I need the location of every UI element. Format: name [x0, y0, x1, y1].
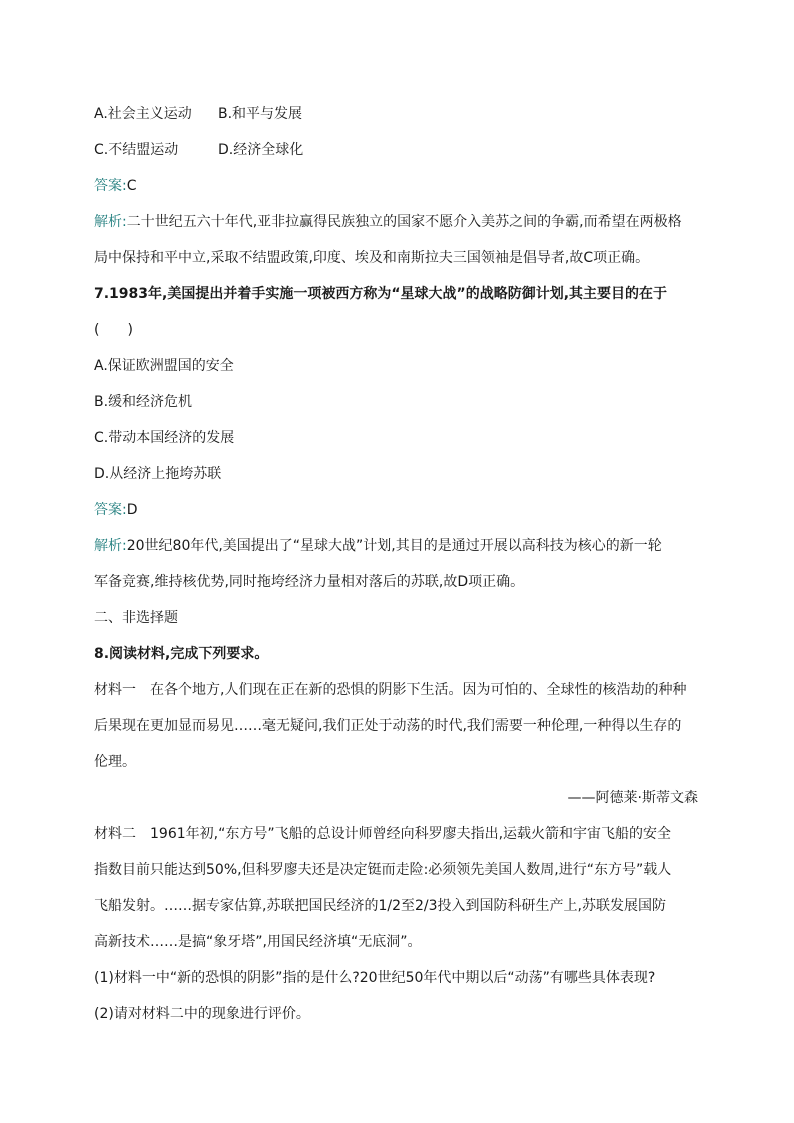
q7-stem-line1: 7.1983年,美国提出并着手实施一项被西方称为“星球大战”的战略防御计划,其主要目的在于 [94, 286, 668, 302]
answer-value: C [126, 178, 137, 194]
q8-subquestion-2: (2)请对材料二中的现象进行评价。 [94, 1006, 310, 1022]
q8-material1-line2: 后果现在更加显而易见……毫无疑问,我们正处于动荡的时代,我们需要一种伦理,一种得以生存的 [94, 718, 682, 734]
q6-answer [94, 176, 137, 196]
q6-option-c: C.不结盟运动 [94, 142, 179, 158]
q8-material2-line3: 飞船发射。……据专家估算,苏联把国民经济的1/2至2/3投入到国防科研生产上,苏联发展国防 [94, 898, 666, 914]
q6-option-a: A.社会主义运动 [94, 106, 192, 122]
analysis-label: 解析: [94, 538, 127, 554]
analysis-text: 二十世纪五六十年代,亚非拉赢得民族独立的国家不愿介入美苏之间的争霸,而希望在两极格 [126, 214, 682, 230]
q8-material1-source: ——阿德莱·斯蒂文森 [567, 790, 698, 806]
answer-value: D [126, 502, 138, 518]
q7-option-d: D.从经济上拖垮苏联 [94, 466, 222, 482]
q7-answer [94, 500, 138, 520]
section-title: 二、非选择题 [94, 610, 178, 626]
q8-subquestion-1: (1)材料一中“新的恐惧的阴影”指的是什么?20世纪50年代中期以后“动荡”有哪些具体表现? [94, 970, 656, 986]
q6-analysis-line2: 局中保持和平中立,采取不结盟政策,印度、埃及和南斯拉夫三国领袖是倡导者,故C项正确。 [94, 250, 650, 266]
q8-stem: 8.阅读材料,完成下列要求。 [94, 646, 269, 662]
q8-material1-line3: 伦理。 [94, 754, 136, 770]
q8-material2-line4: 高新技术……是搞“象牙塔”,用国民经济填“无底洞”。 [94, 934, 422, 950]
q6-option-b: B.和平与发展 [218, 106, 303, 122]
answer-label: 答案: [94, 178, 127, 194]
q6-options-row1 [94, 104, 303, 124]
q6-analysis-line1 [94, 212, 682, 232]
q7-analysis-line2: 军备竞赛,维持核优势,同时拖垮经济力量相对落后的苏联,故D项正确。 [94, 574, 525, 590]
q6-option-d: D.经济全球化 [218, 142, 304, 158]
analysis-label: 解析: [94, 214, 127, 230]
q7-option-c: C.带动本国经济的发展 [94, 430, 235, 446]
answer-label: 答案: [94, 502, 127, 518]
q8-material2-line2: 指数目前只能达到50%,但科罗廖夫还是决定铤而走险:必须领先美国人数周,进行“东方号”载人 [94, 862, 672, 878]
q8-material1-line1: 材料一 在各个地方,人们现在正在新的恐惧的阴影下生活。因为可怕的、全球性的核浩劫的种种 [94, 682, 687, 698]
q7-option-b: B.缓和经济危机 [94, 394, 193, 410]
q6-options-row2 [94, 140, 304, 160]
q8-material2-line1: 材料二 1961年初,“东方号”飞船的总设计师曾经向科罗廖夫指出,运载火箭和宇宙飞船的安全 [94, 826, 672, 842]
q7-analysis-line1 [94, 536, 662, 556]
q7-option-a: A.保证欧洲盟国的安全 [94, 358, 234, 374]
analysis-text: 20世纪80年代,美国提出了“星球大战”计划,其目的是通过开展以高科技为核心的新一轮 [126, 538, 662, 554]
q7-stem-line2: ( ) [94, 322, 133, 338]
